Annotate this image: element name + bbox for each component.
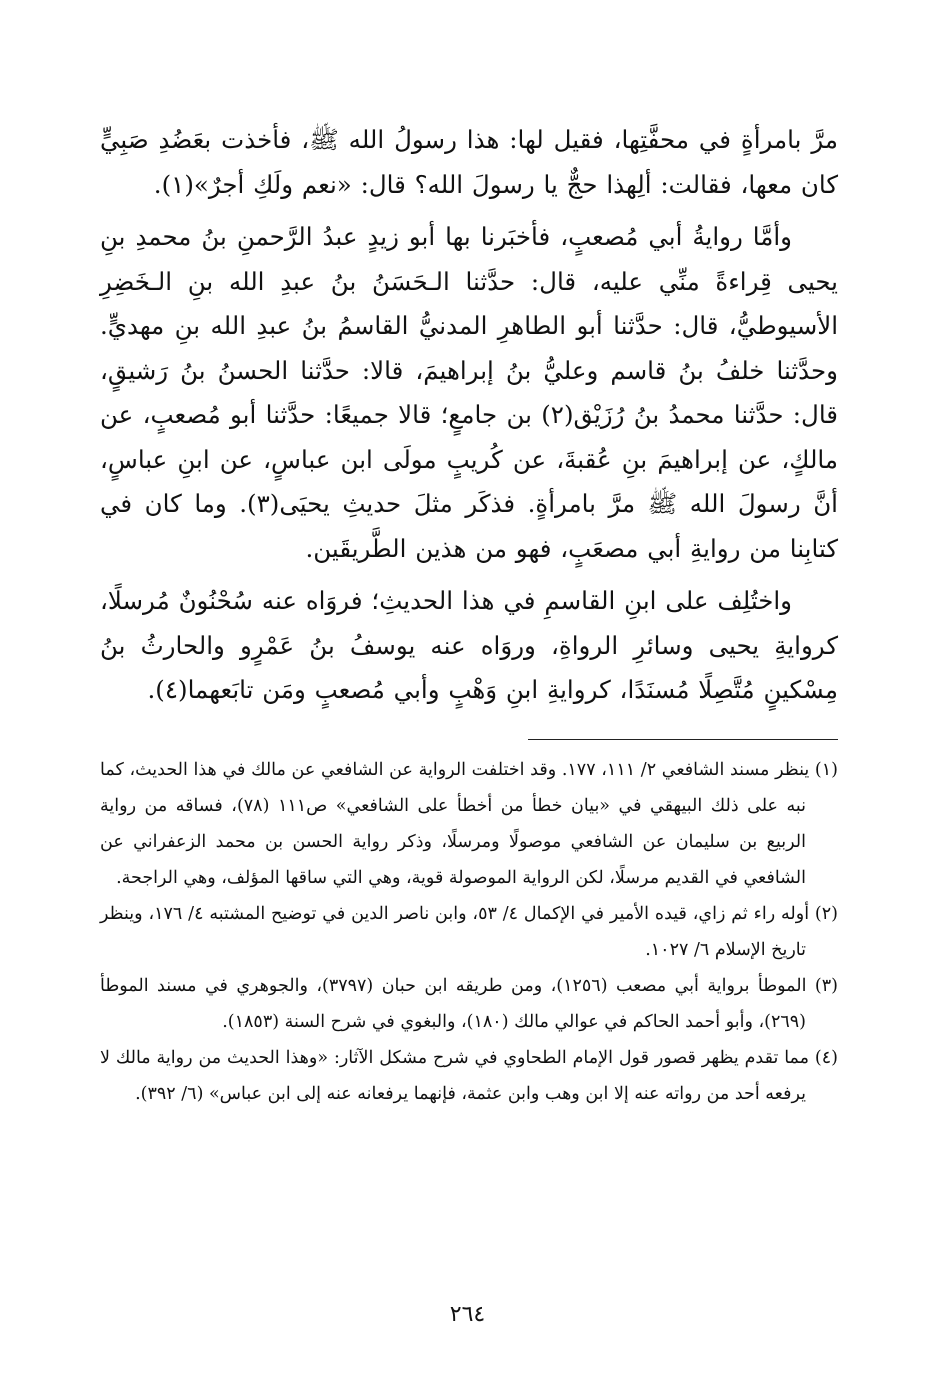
footnote-1: (١) ينظر مسند الشافعي ٢/ ١١١، ١٧٧. وقد اختلفت الرواية عن الشافعي عن مالك في هذا الحديث، كما نبه على ذلك البيهقي في «بيان خطأ من أخطأ على الشافعي» ص١١١ (٧٨)، فساقه من رواية الربيع بن سليمان عن الشافعي موصولًا ومرسلًا، وذكر رواية الحسن بن محمد الزعفراني عن الشافعي في القديم مرسلًا، لكن الرواية الموصولة قوية، وهي التي ساقها المؤلف، وهي الراجحة. (100, 759, 838, 888)
main-text (100, 118, 838, 713)
paragraph-2: وأمَّا روايةُ أبي مُصعبٍ، فأخبَرنا بها أبو زيدٍ عبدُ الرَّحمنِ بنُ محمدِ بنِ يحيى قِراءةً منِّي عليه، قال: حدَّثنا الـحَسَنُ بنُ عبدِ الله بنِ الـخَضِرِ الأسيوطيُّ، قال: حدَّثنا أبو الطاهرِ المدنيُّ القاسمُ بنُ عبدِ الله بنِ مهديٍّ. وحدَّثنا خلفُ بنُ قاسم وعليُّ بنُ إبراهيمَ، قالا: حدَّثنا الحسنُ بنُ رَشيقٍ، قال: حدَّثنا محمدُ بنُ رُزَيْق(٢) بن جامعٍ؛ قالا جميعًا: حدَّثنا أبو مُصعبٍ، عن مالكٍ، عن إبراهيمَ بنِ عُقبةَ، عن كُريبٍ مولَى ابن عباسٍ، عن ابنِ عباسٍ، أنَّ رسولَ الله ﷺ مرَّ بامرأةٍ. فذكَر مثلَ حديثِ يحيَى(٣). وما كان في كتابِنا من روايةِ أبي مصعَبٍ، فهو من هذين الطَّريقَين. (100, 222, 838, 563)
footnote-divider (528, 739, 838, 740)
footnote-2: (٢) أوله راء ثم زاي، قيده الأمير في الإكمال ٤/ ٥٣، وابن ناصر الدين في توضيح المشتبه ٤/ ١٧٦، وينظر تاريخ الإسلام ٦/ ١٠٢٧. (100, 903, 838, 960)
footnote-3: (٣) الموطأ برواية أبي مصعب (١٢٥٦)، ومن طريقه ابن حبان (٣٧٩٧)، والجوهري في مسند الموطأ (٢٦٩)، وأبو أحمد الحاكم في عوالي مالك (١٨٠)، والبغوي في شرح السنة (١٨٥٣). (100, 975, 838, 1032)
page-content (100, 118, 838, 1112)
paragraph-1: مرَّ بامرأةٍ في محفَّتِها، فقيل لها: هذا رسولُ الله ﷺ، فأخذت بعَضُدِ صَبِيٍّ كان معها، فقالت: ألِهذا حجٌّ يا رسولَ الله؟ قال: «نعم ولَكِ أجرٌ»(١). (100, 125, 838, 199)
paragraph-3: واختُلِف على ابنِ القاسمِ في هذا الحديثِ؛ فروَاه عنه سُحْنُونٌ مُرسلًا، كروايةِ يحيى وسائرِ الرواةِ، وروَاه عنه يوسفُ بنُ عَمْرٍو والحارثُ بنُ مِسْكينٍ مُتَّصِلًا مُسنَدًا، كروايةِ ابنِ وَهْبٍ وأبي مُصعبٍ ومَن تابَعهما(٤). (100, 586, 838, 704)
footnote-4: (٤) مما تقدم يظهر قصور قول الإمام الطحاوي في شرح مشكل الآثار: «وهذا الحديث من رواية مالك لا يرفعه أحد من رواته عنه إلا ابن وهب وابن عثمة، فإنهما يرفعانه عنه إلى ابن عباس» (٦/ ٣٩٢). (100, 1047, 838, 1104)
footnotes (100, 752, 838, 1112)
page-number: ٢٦٤ (449, 1302, 486, 1327)
